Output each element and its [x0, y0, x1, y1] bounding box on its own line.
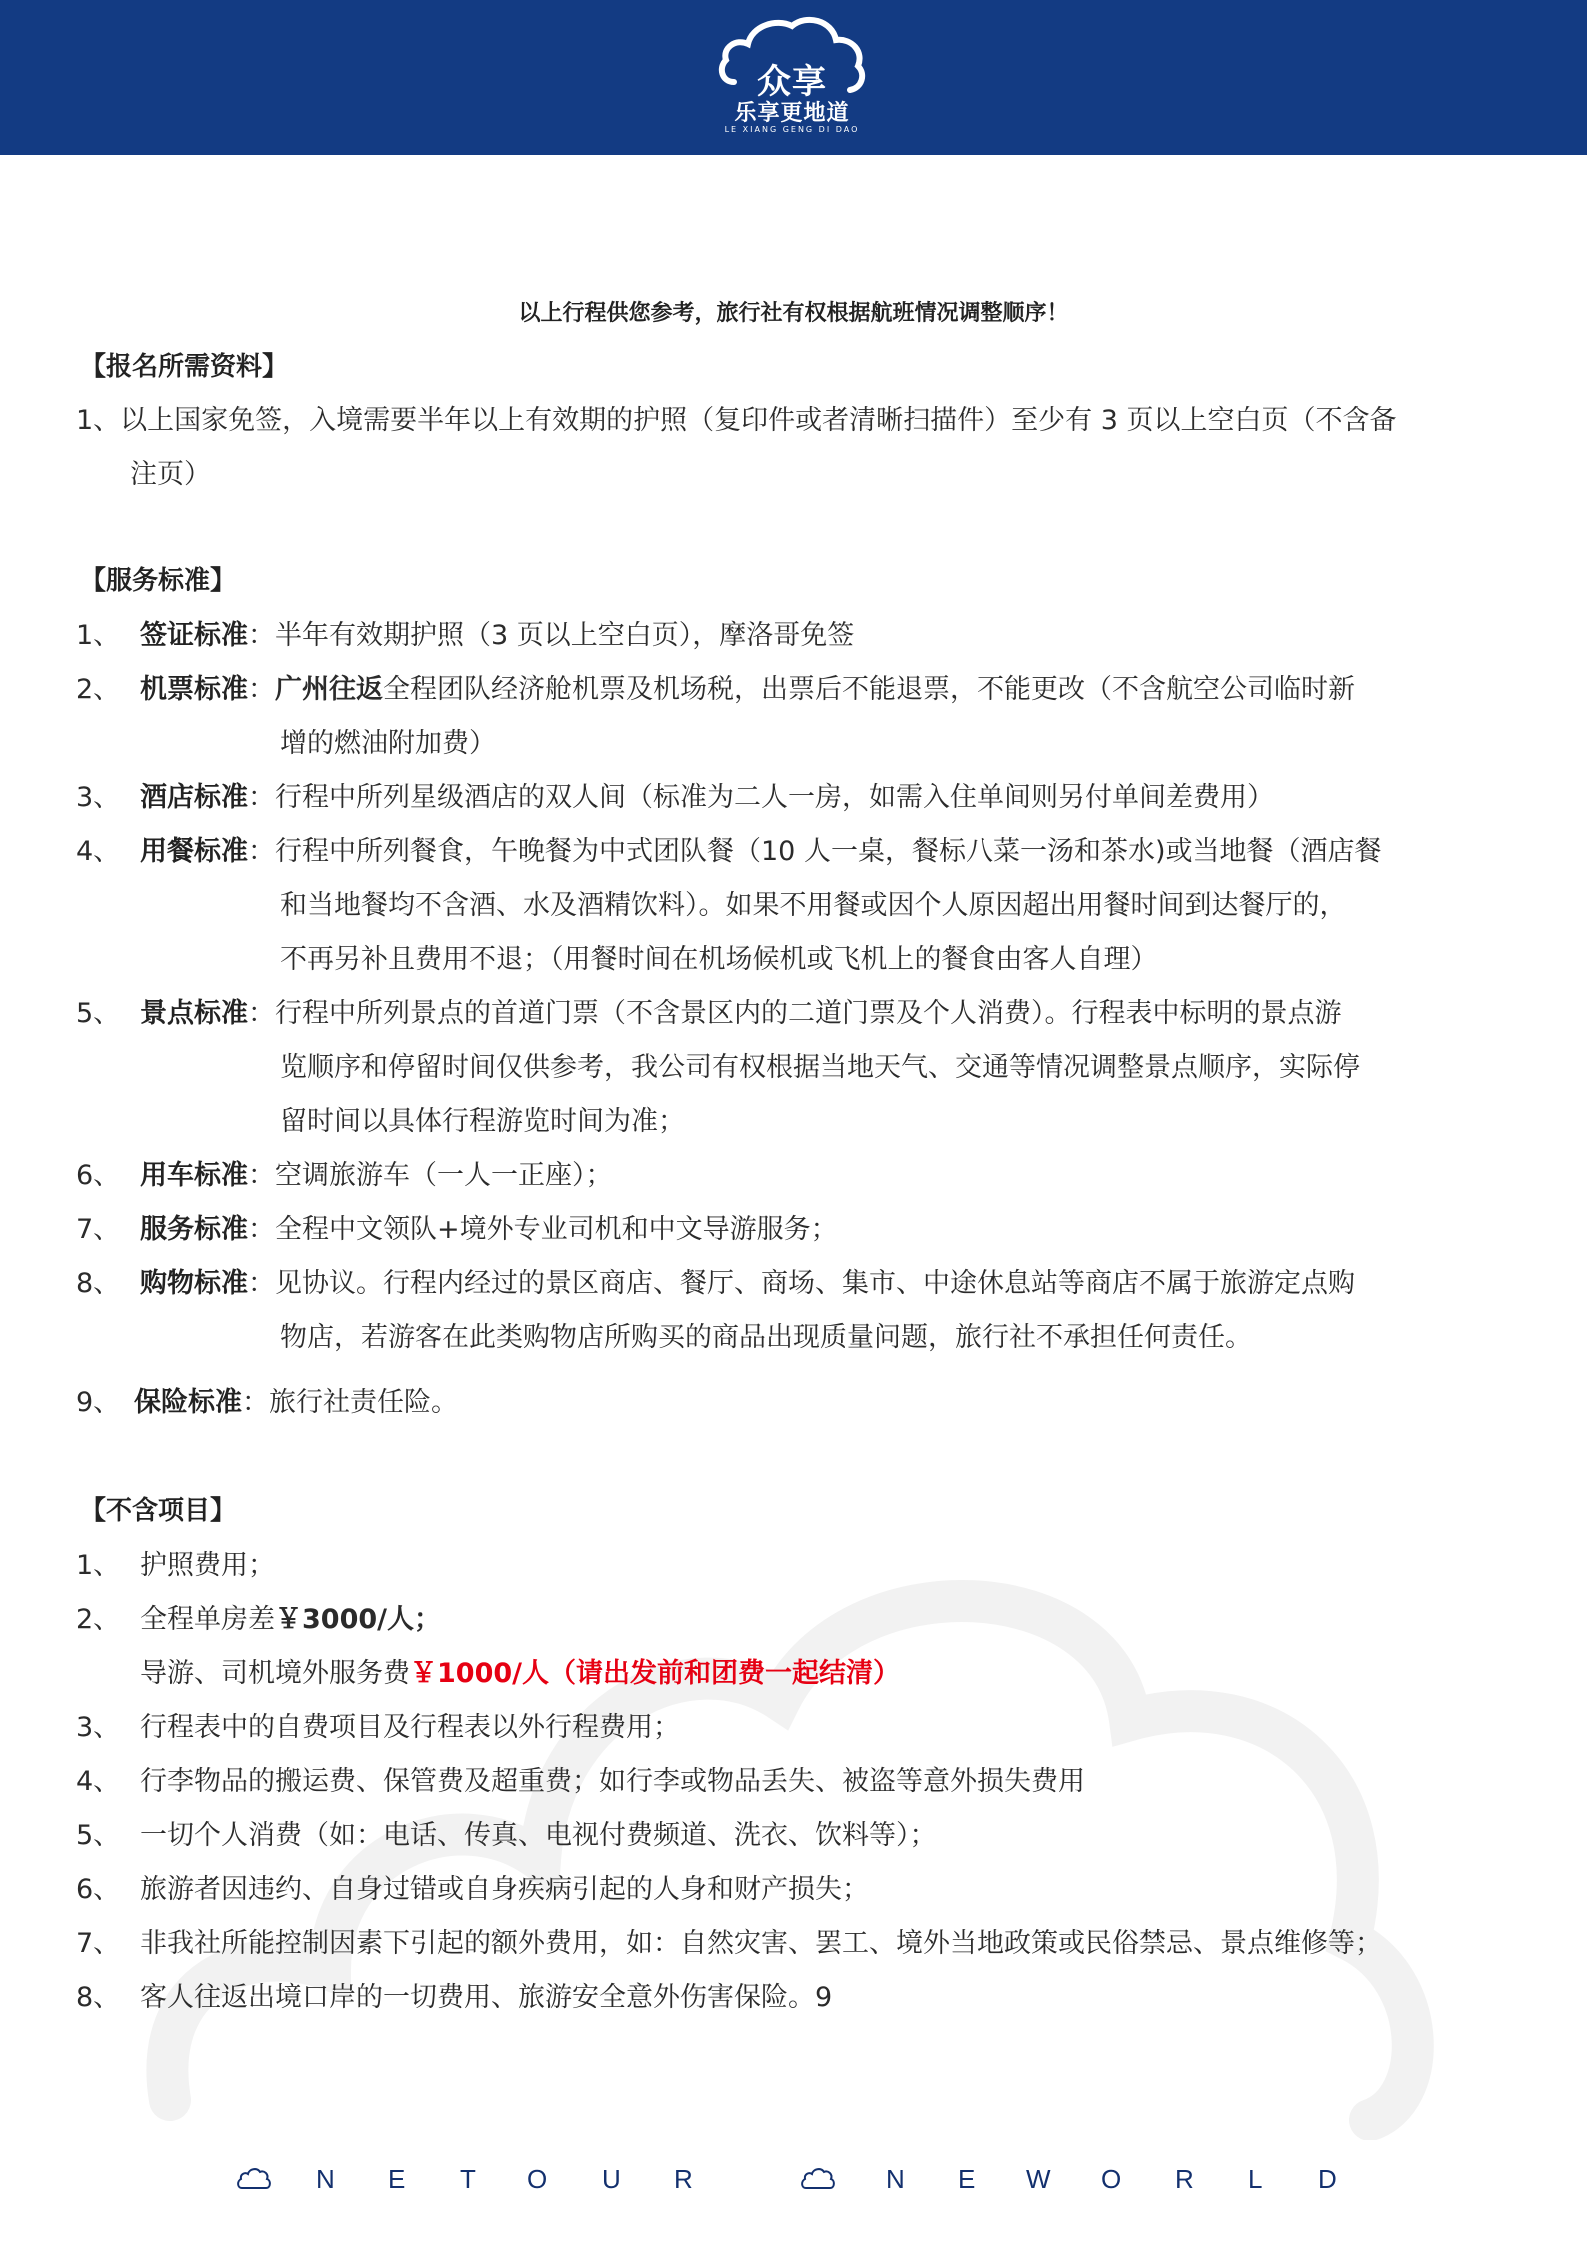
service-item-text-cont: 增的燃油附加费）: [280, 728, 496, 759]
excluded-item-text: 护照费用；: [140, 1550, 275, 1581]
brand-logo: [712, 10, 872, 140]
service-item-text-cont: 物店，若游客在此类购物店所购买的商品出现质量问题，旅行社不承担任何责任。: [280, 1322, 1252, 1353]
flight-route: 广州往返: [275, 674, 383, 705]
service-item-num: 8、: [76, 1268, 121, 1299]
service-item-label: 购物标准: [140, 1268, 248, 1299]
service-item-label: 酒店标准: [140, 782, 248, 813]
service-item-num: 9、: [76, 1387, 121, 1418]
excluded-item-num: 5、: [76, 1820, 121, 1851]
excluded-item-num: 2、: [76, 1604, 121, 1635]
service-item-insurance: 保险标准：旅行社责任险。: [134, 1387, 458, 1418]
excluded-item-guide-fee: 导游、司机境外服务费￥1000/人（请出发前和团费一起结清）: [140, 1658, 901, 1689]
service-item-label: 机票标准: [140, 674, 248, 705]
service-item-text: 旅行社责任险。: [269, 1387, 458, 1418]
excluded-item-text: 一切个人消费（如：电话、传真、电视付费频道、洗衣、饮料等）；: [140, 1820, 937, 1851]
excluded-item-num: 4、: [76, 1766, 121, 1797]
service-item-visa: 签证标准：半年有效期护照（3 页以上空白页），摩洛哥免签: [140, 620, 855, 651]
service-item-num: 7、: [76, 1214, 121, 1245]
excluded-item-text: 客人往返出境口岸的一切费用、旅游安全意外伤害保险。9: [140, 1982, 833, 2013]
excluded-item-text: 非我社所能控制因素下引起的额外费用，如：自然灾害、罢工、境外当地政策或民俗禁忌、景点维修等；: [140, 1928, 1382, 1959]
service-item-label: 服务标准: [140, 1214, 248, 1245]
service-item-label: 用车标准: [140, 1160, 248, 1191]
footer-letter: R: [1175, 2164, 1194, 2194]
footer-letter: N: [886, 2164, 905, 2194]
service-item-text-cont: 留时间以具体行程游览时间为准；: [280, 1106, 685, 1137]
footer-letter: R: [674, 2164, 693, 2194]
cloud-icon: [236, 2166, 272, 2192]
footer-letter: W: [1026, 2164, 1051, 2194]
service-item-hotel: 酒店标准：行程中所列星级酒店的双人间（标准为二人一房，如需入住单间则另付单间差费用）: [140, 782, 1274, 813]
footer-letter: T: [460, 2164, 476, 2194]
service-item-label: 景点标准: [140, 998, 248, 1029]
service-item-label: 签证标准: [140, 620, 248, 651]
service-item-text-cont: 览顺序和停留时间仅供参考，我公司有权根据当地天气、交通等情况调整景点顺序，实际停: [280, 1052, 1360, 1083]
itinerary-notice: 以上行程供您参考，旅行社有权根据航班情况调整顺序！: [518, 301, 1069, 326]
service-item-text-cont: 不再另补且费用不退；（用餐时间在机场候机或飞机上的餐食由客人自理）: [280, 944, 1158, 975]
registration-item-line1: 1、以上国家免签，入境需要半年以上有效期的护照（复印件或者清晰扫描件）至少有 3 页以上空白页（不含备: [76, 405, 1397, 436]
service-item-text: 空调旅游车（一人一正座）；: [275, 1160, 613, 1191]
footer-letter: E: [388, 2164, 406, 2194]
brand-slogan: 乐享更地道: [734, 101, 850, 126]
service-item-label: 保险标准: [134, 1387, 242, 1418]
service-item-text: 全程中文领队+境外专业司机和中文导游服务；: [275, 1214, 838, 1245]
footer-letter: U: [602, 2164, 621, 2194]
registration-title: 【报名所需资料】: [80, 352, 289, 382]
service-item-shopping: 购物标准：见协议。行程内经过的景区商店、餐厅、商场、集市、中途休息站等商店不属于旅游定点购: [140, 1268, 1355, 1299]
brand-slogan-pinyin: LE XIANG GENG DI DAO: [724, 125, 860, 134]
service-item-vehicle: 用车标准：空调旅游车（一人一正座）；: [140, 1160, 613, 1191]
service-item-num: 2、: [76, 674, 121, 705]
service-item-text-cont: 和当地餐均不含酒、水及酒精饮料）。如果不用餐或因个人原因超出用餐时间到达餐厅的，: [280, 890, 1347, 921]
footer-letter: D: [1318, 2164, 1337, 2194]
service-item-sights: 景点标准：行程中所列景点的首道门票（不含景区内的二道门票及个人消费）。行程表中标明的景点游: [140, 998, 1342, 1029]
service-item-meals: 用餐标准：行程中所列餐食，午晚餐为中式团队餐（10 人一桌，餐标八菜一汤和茶水)或当地餐（酒店餐: [140, 836, 1382, 867]
excluded-item-num: 1、: [76, 1550, 121, 1581]
service-item-text: 全程团队经济舱机票及机场税，出票后不能退票，不能更改（不含航空公司临时新: [383, 674, 1355, 705]
service-item-service: 服务标准：全程中文领队+境外专业司机和中文导游服务；: [140, 1214, 838, 1245]
single-room-price: ￥3000/人；: [275, 1604, 442, 1635]
excluded-item-text: 行李物品的搬运费、保管费及超重费；如行李或物品丢失、被盗等意外损失费用: [140, 1766, 1085, 1797]
excluded-item-text: 旅游者因违约、自身过错或自身疾病引起的人身和财产损失；: [140, 1874, 869, 1905]
service-item-text: 行程中所列餐食，午晚餐为中式团队餐（10 人一桌，餐标八菜一汤和茶水)或当地餐（酒店餐: [275, 836, 1382, 867]
guide-fee-price: ￥1000/人（请出发前和团费一起结清）: [410, 1658, 901, 1689]
service-item-num: 6、: [76, 1160, 121, 1191]
header-band: [0, 0, 1587, 155]
excluded-title: 【不含项目】: [80, 1496, 237, 1526]
excluded-item-num: 8、: [76, 1982, 121, 2013]
excluded-item-single-room: 全程单房差￥3000/人；: [140, 1604, 442, 1635]
cloud-icon: [800, 2166, 836, 2192]
service-item-text: 半年有效期护照（3 页以上空白页），摩洛哥免签: [275, 620, 855, 651]
footer-letter: O: [527, 2164, 548, 2194]
service-item-num: 5、: [76, 998, 121, 1029]
brand-name: 众享: [757, 62, 827, 102]
excluded-item-text: 行程表中的自费项目及行程表以外行程费用；: [140, 1712, 680, 1743]
footer-tagline: [0, 2162, 1587, 2202]
excluded-item-num: 7、: [76, 1928, 121, 1959]
excluded-item-num: 6、: [76, 1874, 121, 1905]
service-item-flight: 机票标准：广州往返全程团队经济舱机票及机场税，出票后不能退票，不能更改（不含航空公司临时新: [140, 674, 1355, 705]
footer-letter: L: [1248, 2164, 1263, 2194]
service-item-num: 3、: [76, 782, 121, 813]
footer-letter: E: [958, 2164, 976, 2194]
service-title: 【服务标准】: [80, 566, 237, 596]
service-item-num: 1、: [76, 620, 121, 651]
service-item-text: 见协议。行程内经过的景区商店、餐厅、商场、集市、中途休息站等商店不属于旅游定点购: [275, 1268, 1355, 1299]
service-item-label: 用餐标准: [140, 836, 248, 867]
footer-letter: O: [1101, 2164, 1122, 2194]
service-item-text: 行程中所列星级酒店的双人间（标准为二人一房，如需入住单间则另付单间差费用）: [275, 782, 1274, 813]
footer-letter: N: [316, 2164, 335, 2194]
registration-item-line2: 注页）: [130, 459, 211, 490]
service-item-num: 4、: [76, 836, 121, 867]
service-item-text: 行程中所列景点的首道门票（不含景区内的二道门票及个人消费）。行程表中标明的景点游: [275, 998, 1342, 1029]
excluded-item-num: 3、: [76, 1712, 121, 1743]
